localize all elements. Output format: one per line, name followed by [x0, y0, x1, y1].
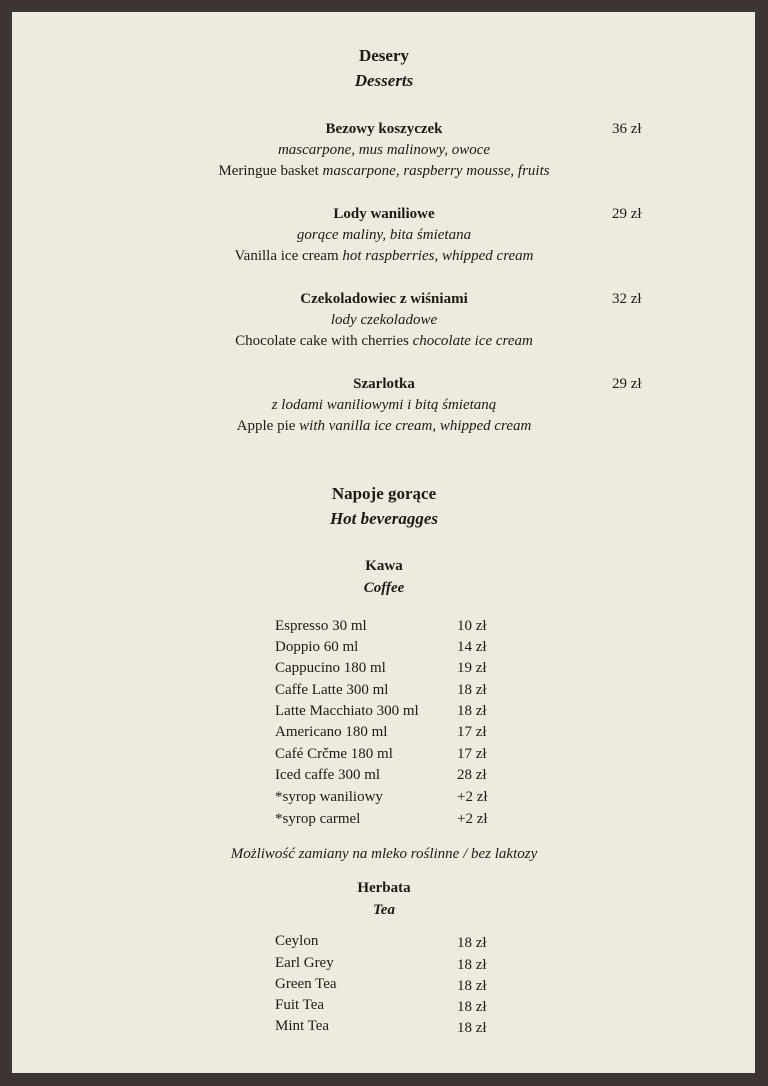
tea-title: Herbata [357, 880, 411, 896]
item-price: 17 zł [457, 746, 487, 762]
item-name: *syrop waniliowy [275, 789, 383, 805]
item-name: Americano 180 ml [275, 724, 388, 740]
item-name: Espresso 30 ml [275, 618, 367, 634]
dessert-price: 36 zł [612, 121, 642, 137]
dessert-description-en [0, 248, 768, 265]
dessert-price: 29 zł [612, 376, 642, 392]
desserts-title: Desery [358, 46, 410, 65]
tea-subtitle: Tea [373, 902, 395, 918]
coffee-title: Kawa [365, 558, 403, 574]
dessert-name-en: Apple pie [236, 418, 296, 434]
dessert-name-en: Meringue basket [218, 163, 319, 179]
item-name: Iced caffe 300 ml [275, 767, 381, 783]
dessert-description-en [0, 418, 768, 435]
dessert-description-en [0, 163, 768, 180]
dessert-description-pl: lody czekoladowe [330, 312, 438, 328]
item-name: Fuit Tea [275, 997, 325, 1013]
dessert-description-pl: mascarpone, mus malinowy, owoce [277, 142, 491, 158]
item-name: Doppio 60 ml [275, 639, 359, 655]
item-price: 19 zł [457, 660, 487, 676]
item-name: Latte Macchiato 300 ml [275, 703, 419, 719]
item-price: 18 zł [457, 703, 487, 719]
item-price: 14 zł [457, 639, 487, 655]
dessert-desc-en: chocolate ice cream [412, 333, 533, 349]
item-price: 10 zł [457, 618, 487, 634]
item-name: Cappucino 180 ml [275, 660, 386, 676]
item-price: 17 zł [457, 724, 487, 740]
dessert-name: Czekoladowiec z wiśniami [300, 291, 468, 307]
item-price: 18 zł [457, 1020, 487, 1036]
dessert-description-pl: z lodami waniliowymi i bitą śmietaną [271, 397, 497, 413]
item-price: 18 zł [457, 935, 487, 951]
dessert-name: Bezowy koszyczek [325, 121, 443, 137]
item-price: +2 zł [457, 789, 488, 805]
dessert-price: 29 zł [612, 206, 642, 222]
dessert-description-en [0, 333, 768, 350]
dessert-name-en: Vanilla ice cream [234, 248, 339, 264]
item-name: Café Crčme 180 ml [275, 746, 393, 762]
item-price: 18 zł [457, 957, 487, 973]
item-name: Green Tea [275, 976, 337, 992]
hot-beverages-subtitle: Hot beveragges [329, 509, 439, 528]
item-name: Caffe Latte 300 ml [275, 682, 389, 698]
item-name: Mint Tea [275, 1018, 330, 1034]
coffee-subtitle: Coffee [363, 580, 405, 596]
dessert-desc-en: mascarpone, raspberry mousse, fruits [322, 163, 550, 179]
dessert-name-en: Chocolate cake with cherries [235, 333, 409, 349]
hot-beverages-title: Napoje gorące [331, 484, 437, 503]
milk-note: Możliwość zamiany na mleko roślinne / bez laktozy [230, 846, 538, 862]
item-name: *syrop carmel [275, 811, 361, 827]
item-price: 18 zł [457, 682, 487, 698]
item-price: +2 zł [457, 811, 488, 827]
item-price: 18 zł [457, 999, 487, 1015]
desserts-subtitle: Desserts [354, 71, 414, 90]
item-price: 28 zł [457, 767, 487, 783]
dessert-desc-en: hot raspberries, whipped cream [342, 248, 534, 264]
dessert-price: 32 zł [612, 291, 642, 307]
dessert-name: Szarlotka [353, 376, 415, 392]
item-price: 18 zł [457, 978, 487, 994]
item-name: Earl Grey [275, 955, 334, 971]
dessert-description-pl: gorące maliny, bita śmietana [296, 227, 472, 243]
item-name: Ceylon [275, 933, 319, 949]
dessert-name: Lody waniliowe [333, 206, 435, 222]
dessert-desc-en: with vanilla ice cream, whipped cream [299, 418, 532, 434]
